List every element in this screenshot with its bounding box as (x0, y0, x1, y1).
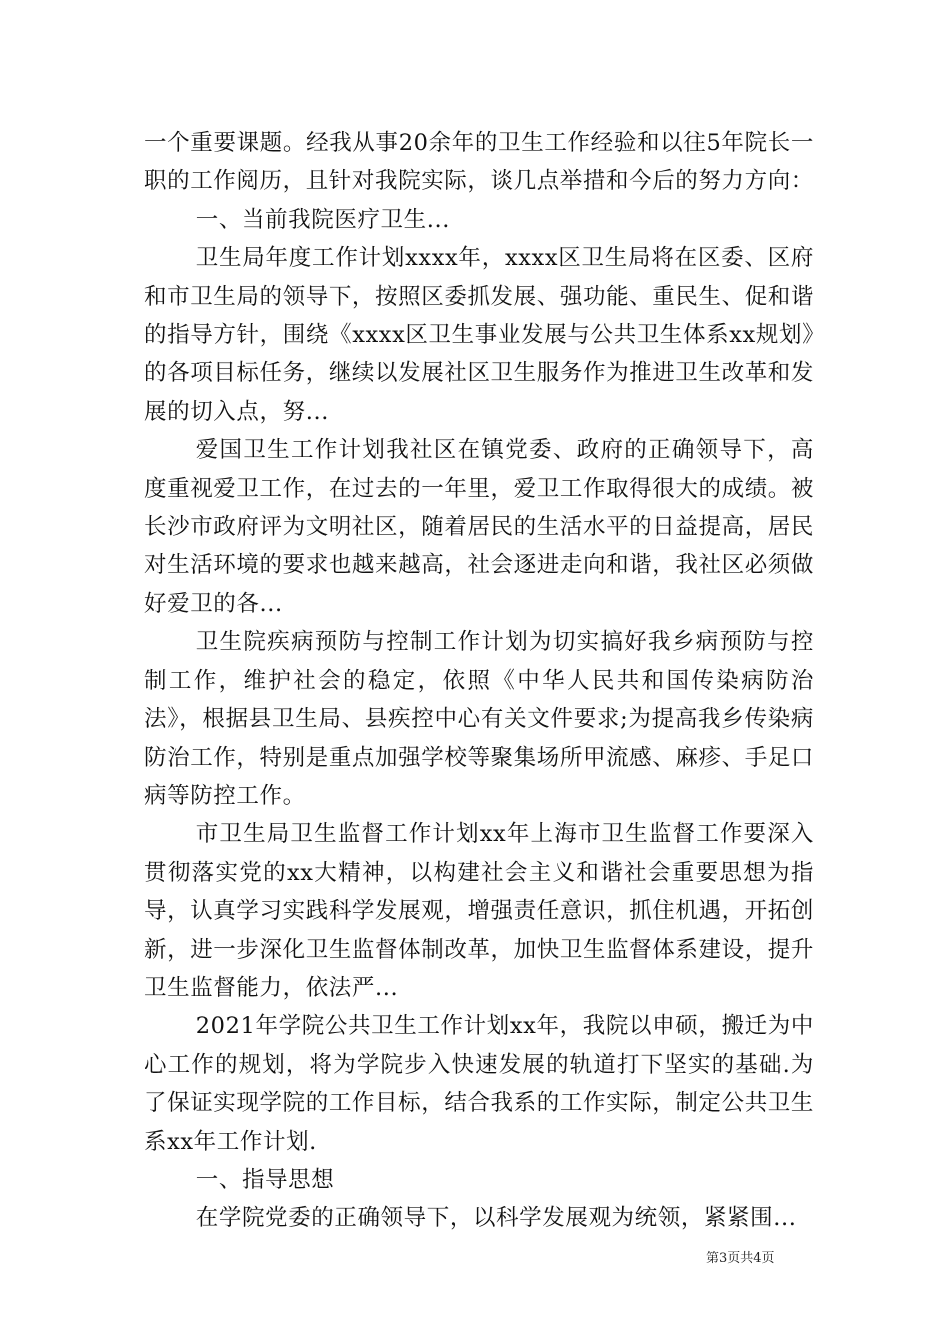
page-number-footer: 第3页共4页 (706, 1251, 775, 1266)
paragraph-heading-current-status: 一、当前我院医疗卫生... (195, 206, 451, 233)
paragraph-disease-control-plan: 卫生院疾病预防与控制工作计划为切实搞好我乡病预防与控制工作，维护社会的稳定，依照《中华人民共和国传染病防治法》，根据县卫生局、县疾控中心有关文件要求;为提高我乡传染病防治工作，特别是重点加强学校等聚集场所甲流感、麻疹、手足口病等防控工作。 (144, 629, 814, 809)
paragraph-guiding-thought-text: 在学院党委的正确领导下，以科学发展观为统领，紧紧围... (195, 1205, 797, 1232)
paragraph-patriotic-health-plan: 爱国卫生工作计划我社区在镇党委、政府的正确领导下，高度重视爱卫工作，在过去的一年里，爱卫工作取得很大的成绩。被长沙市政府评为文明社区，随着居民的生活水平的日益提高，居民对生活环境的要求也越来越高，社会逐进走向和谐，我社区必须做好爱卫的各... (144, 437, 814, 617)
paragraph-health-supervision-plan: 市卫生局卫生监督工作计划xx年上海市卫生监督工作要深入贯彻落实党的xx大精神，以构建社会主义和谐社会重要思想为指导，认真学习实践科学发展观，增强责任意识，抓住机遇，开拓创新，进一步深化卫生监督体制改革，加快卫生监督体系建设，提升卫生监督能力，依法严... (144, 821, 814, 1001)
paragraph-continuation: 一个重要课题。经我从事20余年的卫生工作经验和以往5年院长一职的工作阅历，且针对我院实际，谈几点举措和今后的努力方向： (144, 130, 814, 195)
paragraph-heading-guiding-thought: 一、指导思想 (195, 1166, 335, 1193)
document-body (144, 124, 814, 1238)
paragraph-health-bureau-plan: 卫生局年度工作计划xxxx年，xxxx区卫生局将在区委、区府和市卫生局的领导下，按照区委抓发展、强功能、重民生、促和谐的指导方针，围绕《xxxx区卫生事业发展与公共卫生体系xx规划》的各项目标任务，继续以发展社区卫生服务作为推进卫生改革和发展的切入点，努... (144, 245, 814, 425)
paragraph-college-public-health-plan: 2021年学院公共卫生工作计划xx年，我院以申硕，搬迁为中心工作的规划，将为学院步入快速发展的轨道打下坚实的基础.为了保证实现学院的工作目标，结合我系的工作实际，制定公共卫生系xx年工作计划. (144, 1013, 814, 1155)
